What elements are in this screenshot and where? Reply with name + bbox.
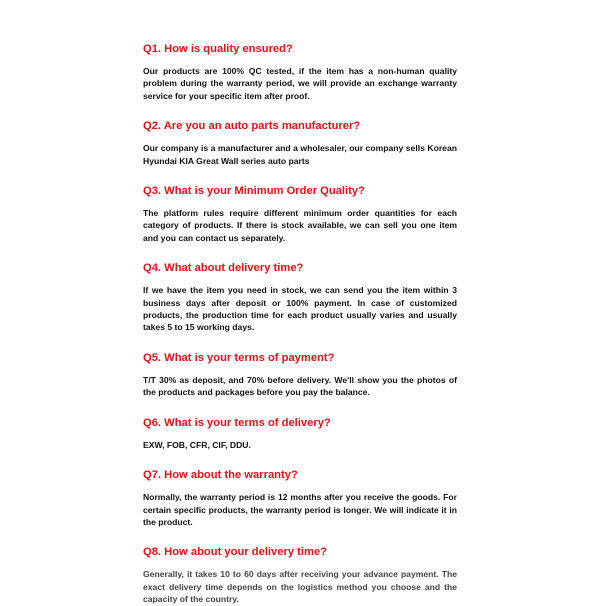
faq-question: Q7. How about the warranty? — [143, 469, 298, 482]
faq-answer: The platform rules require different minimum order quantities for each category of products. If there is stock available, we can sell you one item and you can contact us separately. — [143, 208, 457, 243]
faq-item-q1 — [143, 42, 457, 102]
faq-question: Q6. What is your terms of delivery? — [143, 416, 331, 429]
faq-answer: If we have the item you need in stock, we can send you the item within 3 business days after deposit or 100% payment. In case of customized products, the production time for each product usually varies and usually takes 5 to 15 working days. — [143, 285, 457, 333]
faq-item-q8 — [143, 545, 457, 605]
faq-item-q3 — [143, 184, 457, 244]
faq-answer: Our company is a manufacturer and a wholesaler, our company sells Korean Hyundai KIA Great Wall series auto parts — [143, 143, 457, 166]
faq-item-q6 — [143, 416, 457, 451]
faq-item-q2 — [143, 119, 457, 167]
faq-answer: Generally, it takes 10 to 60 days after receiving your advance payment. The exact delivery time depends on the logistics method you choose and the capacity of the country. — [143, 569, 457, 605]
faq-question: Q1. How is quality ensured? — [143, 43, 293, 55]
faq-answer: EXW, FOB, CFR, CIF, DDU. — [143, 439, 251, 450]
faq-item-q4 — [143, 261, 457, 334]
faq-answer: Normally, the warranty period is 12 months after you receive the goods. For certain specific products, the warranty period is longer. We will indicate it in the product. — [143, 492, 457, 527]
faq-answer: T/T 30% as deposit, and 70% before delivery. We'll show you the photos of the products and packages before you pay the balance. — [143, 374, 457, 398]
faq-question: Q2. Are you an auto parts manufacturer? — [143, 120, 361, 133]
faq-question: Q8. How about your delivery time? — [143, 546, 328, 559]
faq-question: Q5. What is your terms of payment? — [143, 351, 335, 364]
faq-list — [143, 42, 457, 606]
faq-answer: Our products are 100% QC tested, if the item has a non-human quality problem during the warranty period, we will provide an exchange warranty service for your specific item after proof. — [143, 66, 457, 101]
faq-question: Q3. What is your Minimum Order Quality? — [143, 185, 365, 198]
faq-item-q5 — [143, 351, 457, 399]
faq-question: Q4. What about delivery time? — [143, 262, 304, 275]
faq-item-q7 — [143, 468, 457, 528]
